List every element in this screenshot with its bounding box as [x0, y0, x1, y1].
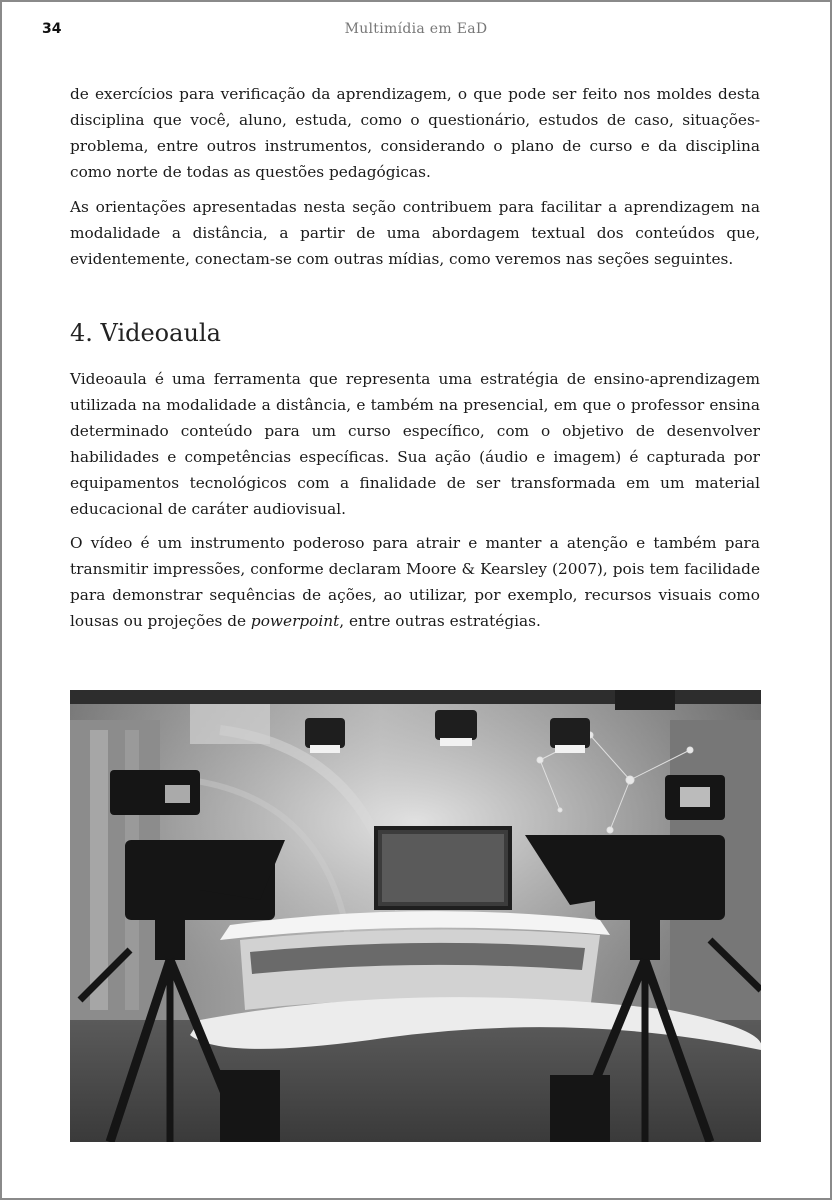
paragraph-text: O vídeo é um instrumento poderoso para atrair e manter a atenção e também para transmitir impressões, conforme declaram Moore & Kearsley (2007), pois tem facilidade para demonstrar sequências de ações, ao utilizar, por exemplo, recursos visuais como lousas ou projeções de [70, 534, 760, 630]
paragraph: de exercícios para verificação da aprendizagem, o que pode ser feito nos moldes desta disciplina que você, aluno, estuda, como o questionário, estudos de caso, situações-problema, entre outros instrumentos, considerando o plano de curso e da disciplina como norte de todas as questões pedagógicas. [70, 85, 760, 181]
paragraph [70, 530, 760, 634]
paragraph-text: , entre outras estratégias. [339, 612, 541, 630]
paragraph: As orientações apresentadas nesta seção contribuem para facilitar a aprendizagem na modalidade a distância, a partir de uma abordagem textual dos conteúdos que, evidentemente, conectam-se com outras mídias, como veremos nas seções seguintes. [70, 198, 760, 268]
italic-term: powerpoint [250, 612, 340, 630]
running-title: Multimídia em EaD [344, 21, 488, 37]
section-heading: 4. Videoaula [70, 319, 221, 347]
studio-illustration [70, 690, 761, 1142]
paragraph: Videoaula é uma ferramenta que representa uma estratégia de ensino-aprendizagem utilizada na modalidade a distância, e também na presencial, em que o professor ensina determinado conteúdo para um curso específico, com o objetivo de desenvolver habilidades e competências específicas. Sua ação (áudio e imagem) é capturada por equipamentos tecnológicos com a finalidade de ser transformada em um material educacional de caráter audiovisual. [70, 370, 760, 518]
page-number: 34 [42, 21, 62, 37]
tv-studio-photo [70, 690, 761, 1142]
